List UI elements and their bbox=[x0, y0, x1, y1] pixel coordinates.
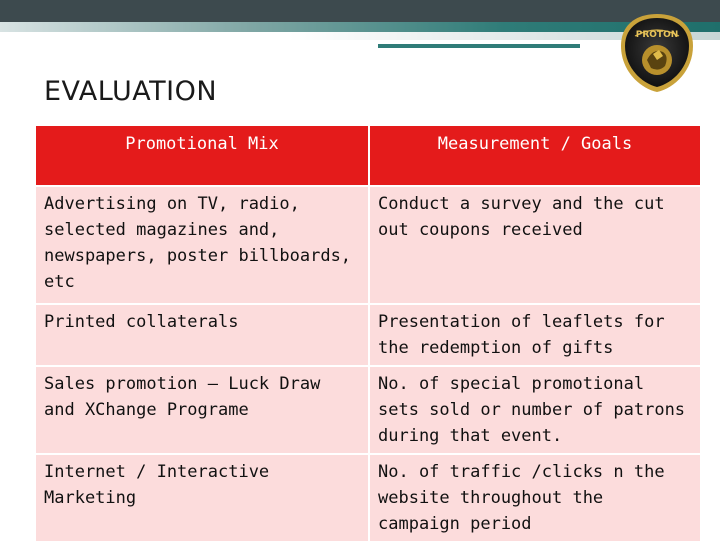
cell-measurement-goal: No. of special promotional sets sold or number of patrons during that event. bbox=[369, 366, 700, 454]
cell-measurement-goal: Conduct a survey and the cut out coupons received bbox=[369, 186, 700, 304]
cell-promotional-mix: Advertising on TV, radio, selected magazines and, newspapers, poster billboards, etc bbox=[36, 186, 369, 304]
cell-promotional-mix: Sales promotion – Luck Draw and XChange Programe bbox=[36, 366, 369, 454]
table-row bbox=[36, 454, 700, 541]
top-thin-bar bbox=[0, 32, 720, 40]
top-teal-bar bbox=[0, 22, 720, 32]
logo-wordmark: PROTON bbox=[635, 30, 679, 40]
proton-logo bbox=[619, 12, 695, 94]
table-row bbox=[36, 366, 700, 454]
cell-measurement-goal: No. of traffic /clicks n the website throughout the campaign period bbox=[369, 454, 700, 541]
top-dark-bar bbox=[0, 0, 720, 22]
page-title: EVALUATION bbox=[44, 76, 218, 107]
evaluation-table bbox=[36, 126, 700, 541]
cell-measurement-goal: Presentation of leaflets for the redemption of gifts bbox=[369, 304, 700, 366]
table-row bbox=[36, 186, 700, 304]
cell-promotional-mix: Internet / Interactive Marketing bbox=[36, 454, 369, 541]
table-row bbox=[36, 304, 700, 366]
cell-promotional-mix: Printed collaterals bbox=[36, 304, 369, 366]
table-header-row bbox=[36, 126, 700, 186]
header-measurement-goals: Measurement / Goals bbox=[369, 126, 700, 186]
accent-stub-bar bbox=[378, 44, 580, 48]
header-promotional-mix: Promotional Mix bbox=[36, 126, 369, 186]
